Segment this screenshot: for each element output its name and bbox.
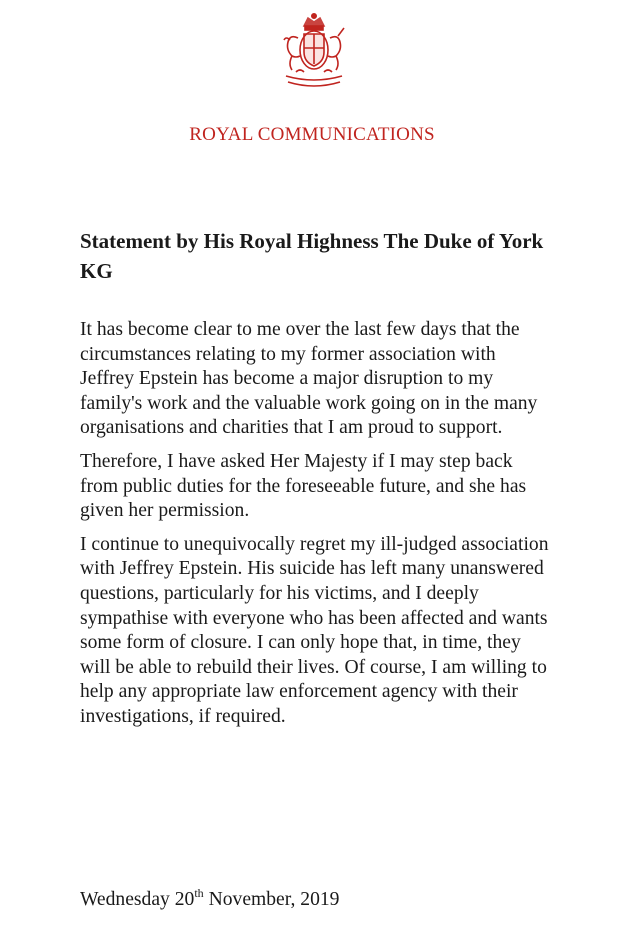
date-day: 20 [174,889,195,910]
statement-body [80,318,552,739]
date-weekday: Wednesday [80,889,170,910]
statement-title: Statement by His Royal Highness The Duke of York KG [80,229,544,283]
organization-heading: ROYAL COMMUNICATIONS [189,124,435,145]
royal-coat-of-arms-icon [278,12,350,92]
statement-date [80,886,340,911]
statement-paragraph-2: Therefore, I have asked Her Majesty if I may step back from public duties for the foreseeable future, and she has given her permission. [80,450,527,522]
statement-paragraph-1: It has become clear to me over the last few days that the circumstances relating to my former association with Jeffrey Epstein has become a major disruption to my family's work and the valuable work going on in the many organisations and charities that I am proud to support. [80,319,538,439]
statement-paragraph-3: I continue to unequivocally regret my ill-judged association with Jeffrey Epstein. His suicide has left many unanswered questions, particularly for his victims, and I deeply sympathise with everyone who has been affected and wants some form of closure. I can only hope that, in time, they will be able to rebuild their lives. Of course, I am willing to help any appropriate law enforcement agency with their investigations, if required. [80,533,549,727]
date-ordinal: th [194,886,204,900]
date-month-year: November, 2019 [208,889,340,910]
